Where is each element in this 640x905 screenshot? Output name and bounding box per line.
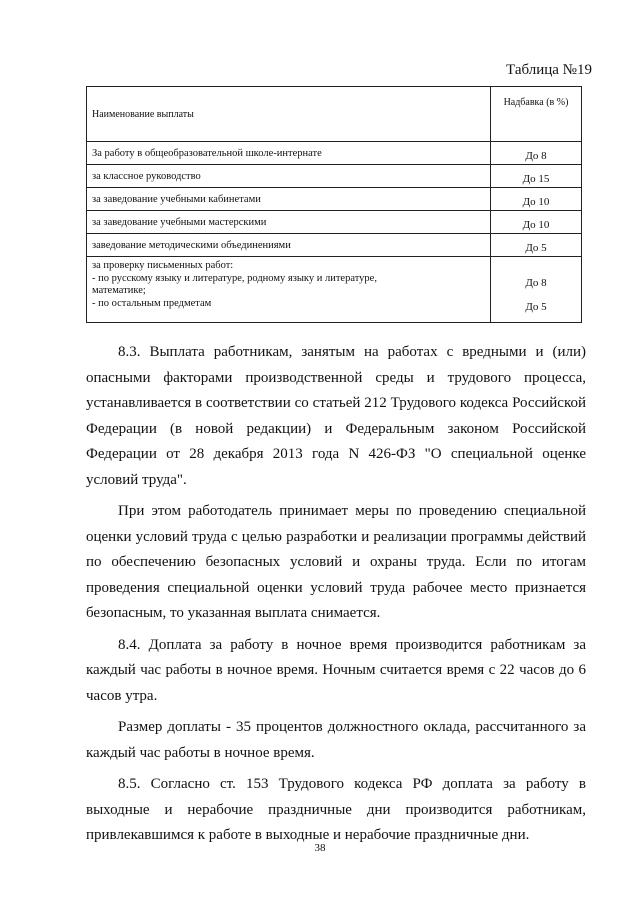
written-check-name [87, 257, 491, 323]
allowance-table [86, 86, 582, 323]
paragraph-8-5: 8.5. Согласно ст. 153 Трудового кодекса РФ доплата за работу в выходные и нерабочие праздничные дни производится работникам, привлекавшимся к работе в выходные и нерабочие праздничные дни. [86, 776, 586, 843]
page-number: 38 [314, 842, 326, 854]
table-row [87, 211, 582, 234]
row-name: заведование методическими объединениями [87, 234, 491, 257]
table-caption: Таблица №19 [506, 62, 592, 78]
table-row [87, 142, 582, 165]
header-name: Наименование выплаты [87, 87, 491, 142]
row-name: за заведование учебными мастерскими [87, 211, 491, 234]
body-text [86, 340, 586, 855]
written-check-line3: - по остальным предметам [92, 297, 212, 309]
paragraph-assessment: При этом работодатель принимает меры по проведению специальной оценки условий труда с целью разработки и реализации программы действий по обеспечению безопасных условий и охраны труда. Если по итогам проведения специальной оценки условий труда рабочее место признается безопасным, то указанная выплата снимается. [86, 503, 586, 621]
written-check-value1: До 8 [525, 277, 547, 289]
table-row [87, 234, 582, 257]
row-value: До 10 [491, 188, 582, 211]
row-value: До 15 [491, 165, 582, 188]
written-check-value2: До 5 [525, 301, 547, 313]
row-name: За работу в общеобразовательной школе-интернате [87, 142, 491, 165]
row-value: До 10 [491, 211, 582, 234]
row-name: за классное руководство [87, 165, 491, 188]
paragraph-8-4: 8.4. Доплата за работу в ночное время производится работникам за каждый час работы в ночное время. Ночным считается время с 22 часов до 6 часов утра. [86, 636, 586, 704]
header-value: Надбавка (в %) [491, 87, 582, 142]
written-check-line1: - по русскому языку и литературе, родному языку и литературе, [92, 272, 377, 284]
written-check-title: за проверку письменных работ: [92, 260, 234, 271]
row-name: за заведование учебными кабинетами [87, 188, 491, 211]
written-check-values [491, 257, 582, 323]
paragraph-night-rate: Размер доплаты - 35 процентов должностного оклада, рассчитанного за каждый час работы в ночное время. [86, 719, 586, 761]
table-header-row [87, 87, 582, 142]
row-value: До 8 [491, 142, 582, 165]
written-check-line2: математике; [92, 285, 146, 296]
table-row-written-check [87, 257, 582, 323]
table-row [87, 188, 582, 211]
row-value: До 5 [491, 234, 582, 257]
paragraph-8-3: 8.3. Выплата работникам, занятым на работах с вредными и (или) опасными факторами производственной среды и трудового процесса, устанавливается в соответствии со статьей 212 Трудового кодекса Российской Федерации (в новой редакции) и Федеральным законом Российской Федерации от 28 декабря 2013 года N 426-ФЗ "О специальной оценке условий труда". [86, 344, 586, 488]
table-row [87, 165, 582, 188]
